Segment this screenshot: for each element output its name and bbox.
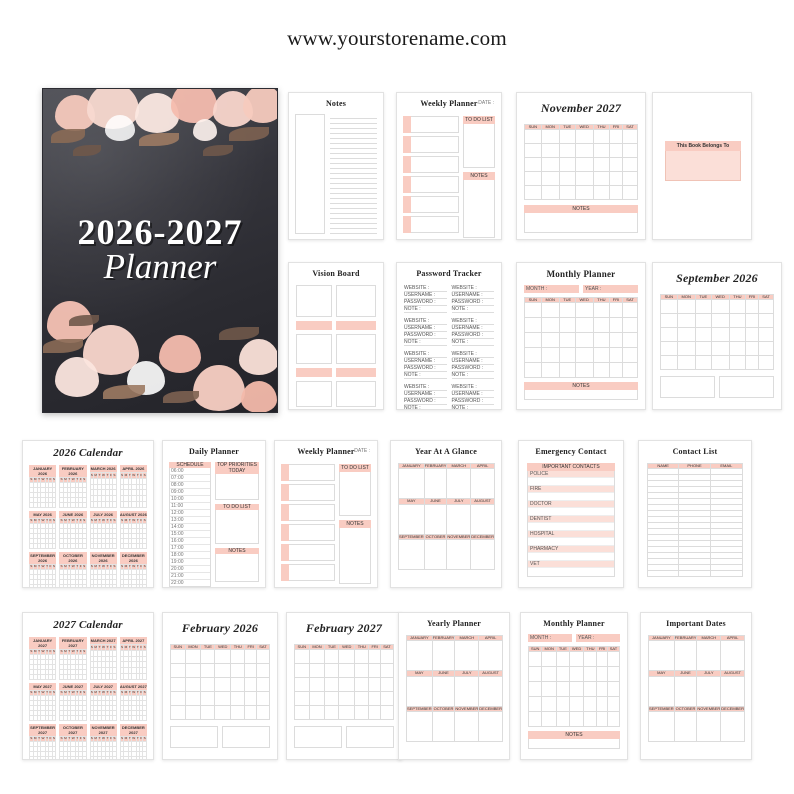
yearly-planner-page[interactable] [398, 612, 510, 760]
month-grid[interactable]: SUN MON TUE WED THU FRI SAT [294, 644, 394, 748]
february-2027-calendar[interactable] [286, 612, 402, 760]
todo-label: TO DO LIST [215, 504, 259, 510]
password-col-right[interactable]: WEBSITE : USERNAME : PASSWORD : NOTE : WEBSITE : USERNAME : PASSWORD : NOTE : WEBSITE : USERNAME : PASSWORD : NOTE : WEBSITE : USERNAME : PASSWORD : NOTE : [452, 285, 495, 410]
contact-list-page[interactable] [638, 440, 752, 588]
notes-label: NOTES [463, 172, 495, 180]
daily-planner-page[interactable] [162, 440, 266, 588]
year-grid[interactable]: JANUARY 2027 S M T W T F S FEBRUARY 2027 S M T W T F S MARCH 2027 S M T W T F S APRIL 2027 S M T W T F S MAY 2027 S M T W T F S JUNE 2027 S M T W T F S JULY 2027 S M T W T F S AUGUST 2027 S M T W T F S SEPTEMBER 2027 S M T W T F S OCTOBER 2027 S M T W T F S NOVEMBER 2027 S M T W T F S DECEMBER 2027 S M T W T F S [29, 637, 147, 760]
page-title: February 2027 [305, 621, 383, 635]
page-title: Important Dates [666, 619, 726, 628]
february-2026-calendar[interactable] [162, 612, 278, 760]
page-title: Vision Board [312, 269, 360, 278]
monthly-grid[interactable]: SUN MON TUE WED THU FRI SAT [528, 646, 620, 727]
page-title: February 2026 [181, 621, 259, 635]
weekly-planner-page[interactable] [396, 92, 502, 240]
daily-side-column[interactable] [215, 462, 259, 587]
2027-calendar-page[interactable] [22, 612, 154, 760]
monthly-planner-page-2[interactable] [520, 612, 628, 760]
date-label: DATE : [478, 100, 494, 106]
year-at-a-glance-page[interactable] [390, 440, 502, 588]
weekly-side-column[interactable] [463, 116, 495, 238]
planner-cover [42, 88, 278, 413]
section-label: IMPORTANT CONTACTS [527, 463, 615, 471]
year-label: YEAR : [576, 634, 620, 642]
weekly-days-column[interactable] [281, 464, 335, 584]
emergency-contact-page[interactable]: Emergency Contact IMPORTANT CONTACTS POLICE FIRE DOCTOR DENTIST HOSPITAL PHARMACY VET [518, 440, 624, 588]
page-title: 2027 Calendar [53, 619, 123, 631]
notes-label: NOTES [339, 520, 371, 528]
glance-grid[interactable]: JANUARY FEBRUARY MARCH APRIL MAY JUNE JULY AUGUST SEPTEMBER OCTOBER NOVEMBER DECEMBER [406, 635, 502, 742]
todo-label: TO DO LIST [463, 116, 495, 124]
month-grid[interactable]: SUN MON TUE WED THU FRI SAT [660, 294, 774, 398]
important-dates-page[interactable] [640, 612, 752, 760]
month-grid[interactable]: SUN MON TUE WED THU FRI SAT [170, 644, 270, 748]
notes-label: NOTES [524, 205, 638, 213]
month-label: MONTH : [528, 634, 572, 642]
month-label: MONTH : [524, 285, 579, 293]
year-grid[interactable]: JANUARY 2026 S M T W T F S FEBRUARY 2026 S M T W T F S MARCH 2026 S M T W T F S APRIL 2026 S M T W T F S MAY 2026 S M T W T F S JUNE 2026 S M T W T F S JULY 2026 S M T W T F S AUGUST 2026 S M T W T F S SEPTEMBER 2026 S M T W T F S OCTOBER 2026 S M T W T F S NOVEMBER 2026 S M T W T F S DECEMBER 2026 S M T W T F S [29, 465, 147, 588]
cover-title: 2026-2027 [77, 212, 243, 252]
page-title: September 2026 [676, 271, 758, 285]
cover-subtitle: Planner [103, 247, 217, 286]
page-title: November 2027 [540, 101, 622, 115]
page-title: 2026 Calendar [53, 447, 123, 459]
page-title: Weekly Planner [297, 447, 355, 456]
notes-left-panel[interactable] [295, 114, 325, 234]
monthly-grid[interactable]: SUN MON TUE WED THU FRI SAT [524, 297, 638, 378]
weekly-side-column[interactable] [339, 464, 371, 584]
month-grid[interactable]: SUN MON TUE WED THU FRI SAT NOTES [524, 124, 638, 233]
notes-right-lines[interactable] [330, 114, 377, 234]
page-title: Notes [325, 99, 347, 108]
schedule-column[interactable]: SCHEDULE 06:00 07:00 08:00 09:00 10:00 11:00 12:00 13:00 14:00 15:00 16:00 17:00 18:00 19:00 20:00 21:00 22:00 [169, 462, 211, 587]
page-title: Password Tracker [416, 269, 482, 278]
glance-grid[interactable]: JANUARY FEBRUARY MARCH APRIL MAY JUNE JULY AUGUST SEPTEMBER OCTOBER NOVEMBER DECEMBER [398, 463, 494, 570]
password-tracker-page[interactable] [396, 262, 502, 410]
this-book-belongs-to-page[interactable] [652, 92, 752, 240]
page-title: Contact List [672, 447, 718, 456]
page-title: Weekly Planner [420, 99, 478, 108]
page-title: Daily Planner [189, 447, 239, 456]
vision-board-page[interactable] [288, 262, 384, 410]
notes-label: NOTES [215, 548, 259, 554]
date-label: DATE : [354, 448, 370, 454]
notes-page[interactable] [288, 92, 384, 240]
2026-calendar-page[interactable] [22, 440, 154, 588]
todo-label: TO DO LIST [339, 464, 371, 472]
page-title: Year At A Glance [415, 447, 477, 456]
schedule-label: SCHEDULE [169, 462, 211, 468]
notes-label: NOTES [528, 731, 620, 739]
vision-grid[interactable] [296, 285, 376, 407]
weekly-planner-page-2[interactable] [274, 440, 378, 588]
weekly-days-column[interactable] [403, 116, 459, 238]
page-title: Monthly Planner [546, 269, 616, 279]
page-title: Monthly Planner [543, 619, 605, 628]
page-title: This Book Belongs To [665, 141, 741, 151]
page-title: Yearly Planner [426, 619, 482, 628]
november-2027-calendar[interactable] [516, 92, 646, 240]
glance-grid[interactable]: JANUARY FEBRUARY MARCH APRIL MAY JUNE JULY AUGUST SEPTEMBER OCTOBER NOVEMBER DECEMBER [648, 635, 744, 742]
store-url: www.yourstorename.com [287, 26, 507, 50]
belongs-lines[interactable] [665, 151, 741, 181]
password-col-left[interactable]: WEBSITE : USERNAME : PASSWORD : NOTE : WEBSITE : USERNAME : PASSWORD : NOTE : WEBSITE : USERNAME : PASSWORD : NOTE : WEBSITE : USERNAME : PASSWORD : NOTE : [404, 285, 447, 410]
year-label: YEAR : [583, 285, 638, 293]
page-title: Emergency Contact [535, 447, 607, 456]
priority-label: TOP PRIORITIES TODAY [215, 462, 259, 474]
contact-table[interactable]: NAME PHONE EMAIL [647, 463, 743, 577]
september-2026-calendar[interactable] [652, 262, 782, 410]
monthly-planner-page[interactable] [516, 262, 646, 410]
notes-label: NOTES [524, 382, 638, 390]
